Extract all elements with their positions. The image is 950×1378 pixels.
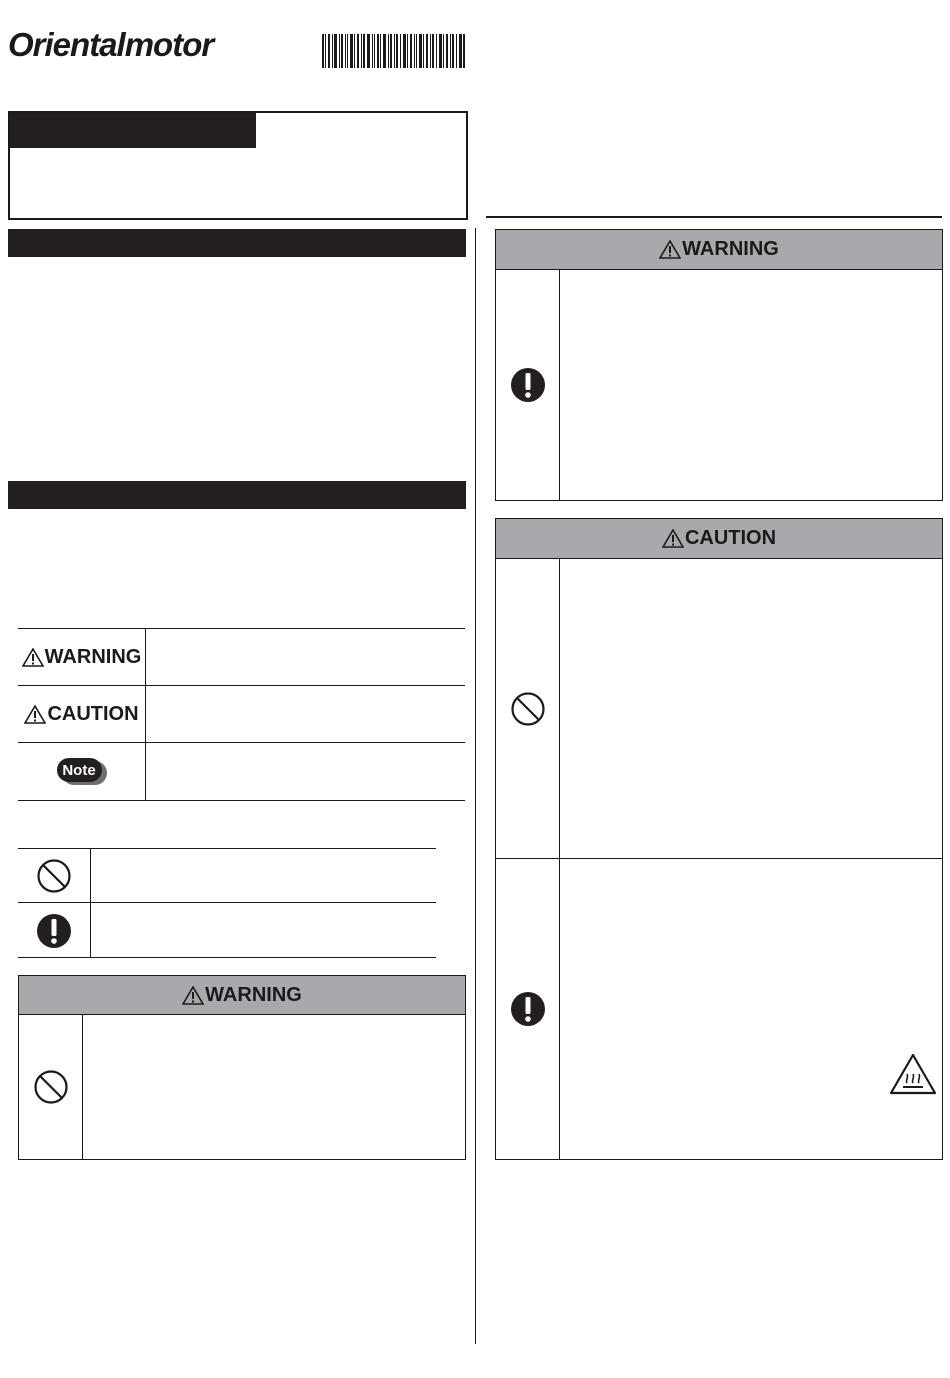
signal-row-warning — [18, 628, 465, 686]
caution-row-divider — [496, 858, 942, 859]
signal-row-caution — [18, 685, 465, 743]
symbol-table — [18, 848, 436, 958]
symbol-row-mandatory — [18, 902, 436, 958]
section-heading-bar-2 — [8, 481, 466, 509]
barcode — [322, 34, 465, 68]
signal-row-note — [18, 742, 465, 801]
mandatory-icon — [510, 991, 546, 1027]
note-label: Note — [62, 761, 96, 779]
right-column-rule — [486, 216, 942, 218]
note-icon — [57, 758, 107, 786]
hot-surface-icon — [889, 1053, 937, 1095]
right-caution-box — [495, 518, 943, 1160]
left-warning-header — [19, 976, 465, 1015]
column-divider — [475, 228, 476, 1344]
signal-word-table — [18, 628, 465, 801]
warning-triangle-icon — [182, 986, 204, 1005]
mandatory-icon — [36, 913, 72, 949]
brand-logo: Orientalmotor — [8, 26, 214, 63]
warning-triangle-icon — [662, 529, 684, 548]
right-caution-title: CAUTION — [684, 527, 777, 549]
prohibited-icon — [33, 1069, 69, 1105]
symbol-row-prohibited — [18, 848, 436, 903]
signal-word-warning: WARNING — [44, 646, 142, 668]
section-heading-bar-1 — [8, 229, 466, 257]
signal-word-caution: CAUTION — [47, 703, 139, 725]
right-warning-box — [495, 229, 943, 501]
document-title-box — [8, 111, 468, 220]
right-warning-header — [496, 230, 942, 270]
title-tab — [10, 113, 256, 148]
right-warning-title: WARNING — [682, 238, 779, 260]
warning-triangle-icon — [22, 648, 44, 667]
right-caution-header — [496, 519, 942, 559]
left-warning-title: WARNING — [205, 983, 302, 1006]
warning-triangle-icon — [659, 240, 681, 259]
prohibited-icon — [510, 691, 546, 727]
prohibited-icon — [36, 858, 72, 894]
warning-triangle-icon — [24, 705, 46, 724]
mandatory-icon — [510, 367, 546, 403]
left-warning-box — [18, 975, 466, 1160]
